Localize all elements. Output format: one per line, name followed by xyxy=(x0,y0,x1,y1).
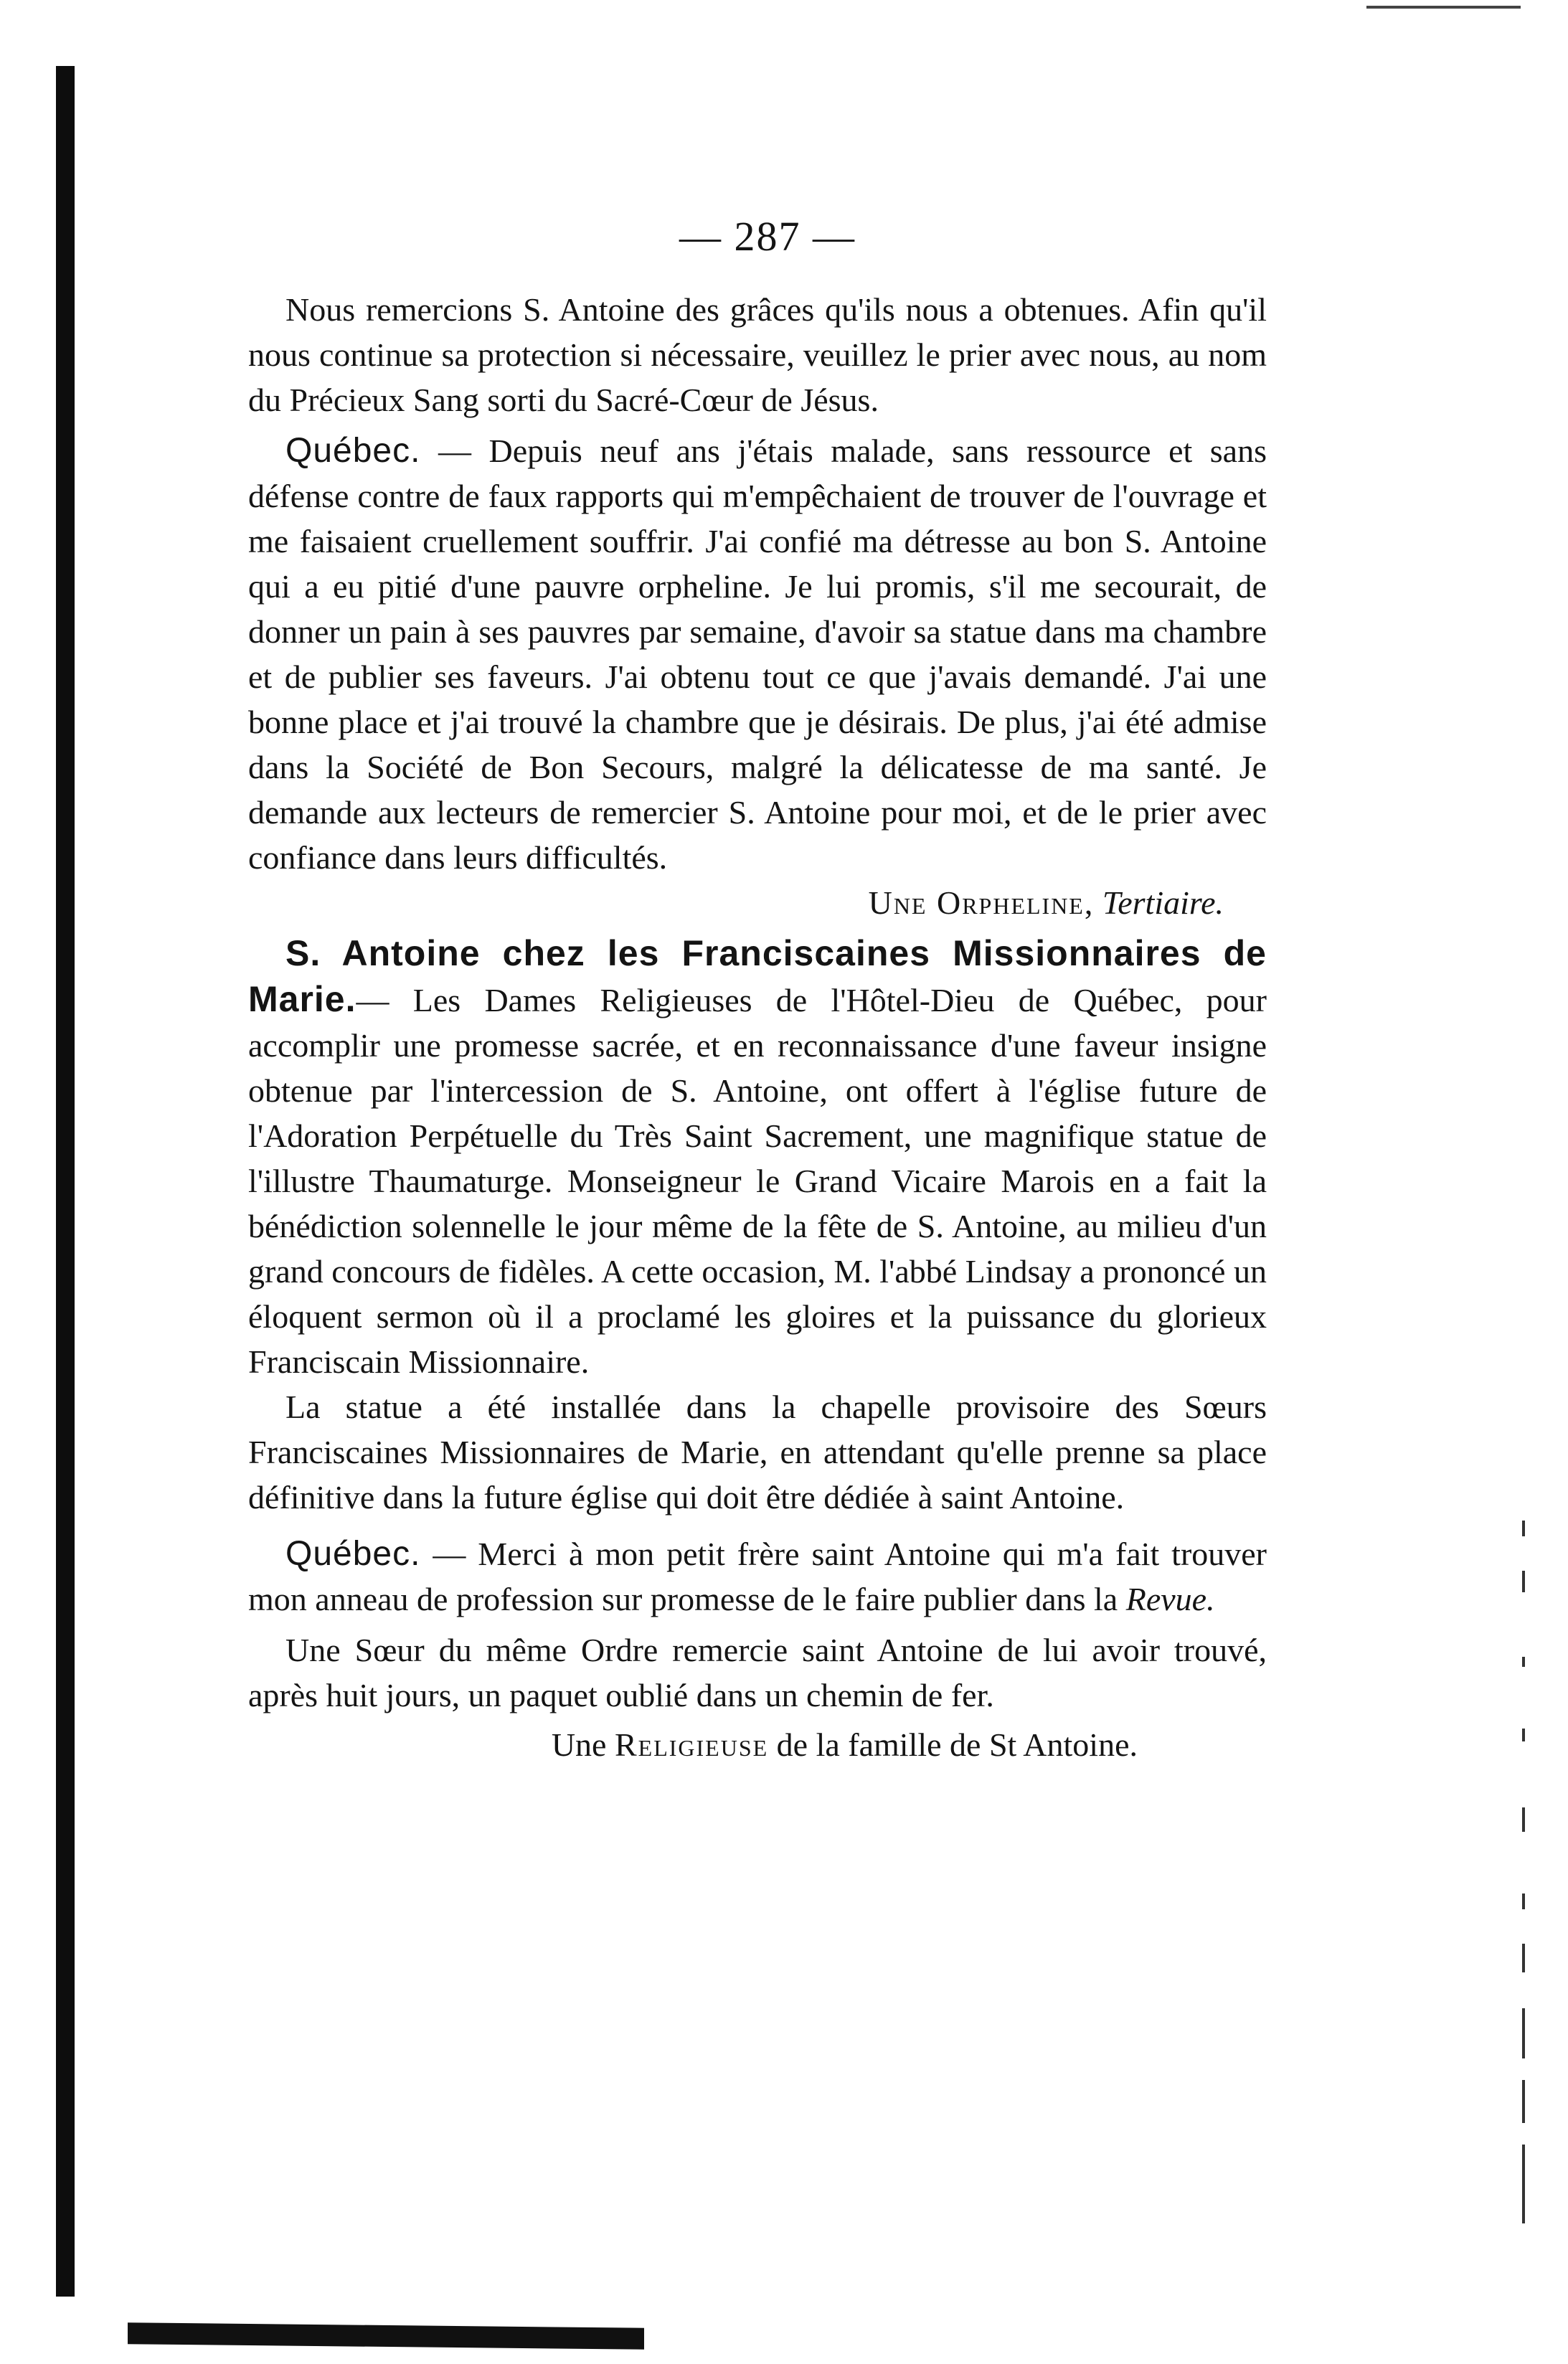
paragraph-text: — Merci à mon petit frère saint Antoine qui m'a fait trouver mon anneau de profession sur promesse de le faire publier dans la xyxy=(248,1536,1267,1617)
page-number: — 287 — xyxy=(679,213,856,260)
section-heading: S. Antoine chez les Franciscaines Missionnaires de Marie. xyxy=(248,933,1267,1019)
signature-suffix: de la famille de St Antoine. xyxy=(768,1726,1138,1763)
signature-name: Une Orpheline, xyxy=(868,884,1095,921)
paragraph-text: — Depuis neuf ans j'étais malade, sans ressource et sans défense contre de faux rapports qui m'empêchaient de trouver de l'ouvrage et me faisaient cruellement souffrir. J'ai confié ma détresse au bon S. Antoine qui a eu pitié d'une pauvre orpheline. Je lui promis, s'il me secourait, de donner un pain à ses pauvres par semaine, d'avoir sa statue dans ma chambre et de publier ses faveurs. J'ai obtenu tout ce que j'avais demandé. J'ai une bonne place et j'ai trouvé la chambre que je désirais. De plus, j'ai été admise dans la Société de Bon Secours, malgré la délicatesse de ma santé. Je demande aux lecteurs de remercier S. Antoine pour moi, et de le prier avec confiance dans leurs difficultés. xyxy=(248,432,1267,876)
scan-bottom-shadow xyxy=(128,2322,644,2350)
paragraph-quebec-orpheline xyxy=(248,428,1267,880)
paragraph-text: — Les Dames Religieuses de l'Hôtel-Dieu de Québec, pour accomplir une promesse sacrée, et en reconnaissance d'une faveur insigne obtenue par l'intercession de S. Antoine, ont offert à l'église future de l'Adoration Perpétuelle du Très Saint Sacrement, une magnifique statue de l'illustre Thaumaturge. Monseigneur le Grand Vicaire Marois en a fait la bénédiction solennelle le jour même de la fête de S. Antoine, au milieu d'un grand concours de fidèles. A cette occasion, M. l'abbé Lindsay a prononcé un éloquent sermon où il a proclamé les gloires et la puissance du glorieux Franciscain Missionnaire. xyxy=(248,982,1267,1380)
article-body xyxy=(248,287,1267,1767)
paragraph-franciscaines xyxy=(248,931,1267,1384)
paragraph-soeur: Une Sœur du même Ordre remercie saint Antoine de lui avoir trouvé, après huit jours, un paquet oublié dans un chemin de fer. xyxy=(248,1632,1267,1713)
paragraph-thanks: Nous remercions S. Antoine des grâces qu'ils nous a obtenues. Afin qu'il nous continue sa protection si nécessaire, veuillez le prier avec nous, au nom du Précieux Sang sorti du Sacré-Cœur de Jésus. xyxy=(248,291,1267,418)
signature-orpheline xyxy=(248,880,1267,925)
signature-religieuse xyxy=(248,1722,1267,1767)
paragraph-statue: La statue a été installée dans la chapelle provisoire des Sœurs Franciscaines Missionnaires de Marie, en attendant qu'elle prenne sa place définitive dans la future église qui doit être dédiée à saint Antoine. xyxy=(248,1389,1267,1516)
scan-binding-shadow xyxy=(56,66,75,2297)
place-heading: Québec. xyxy=(285,432,421,470)
paragraph-quebec-anneau xyxy=(248,1531,1267,1622)
revue-title: Revue. xyxy=(1125,1581,1215,1617)
place-heading: Québec. xyxy=(285,1535,421,1573)
scan-top-rule xyxy=(1366,6,1521,9)
signature-title: Tertiaire. xyxy=(1102,884,1224,921)
signature-prefix: Une xyxy=(551,1726,615,1763)
signature-name: Religieuse xyxy=(614,1726,769,1763)
scan-edge-marks xyxy=(1515,1521,1536,2252)
